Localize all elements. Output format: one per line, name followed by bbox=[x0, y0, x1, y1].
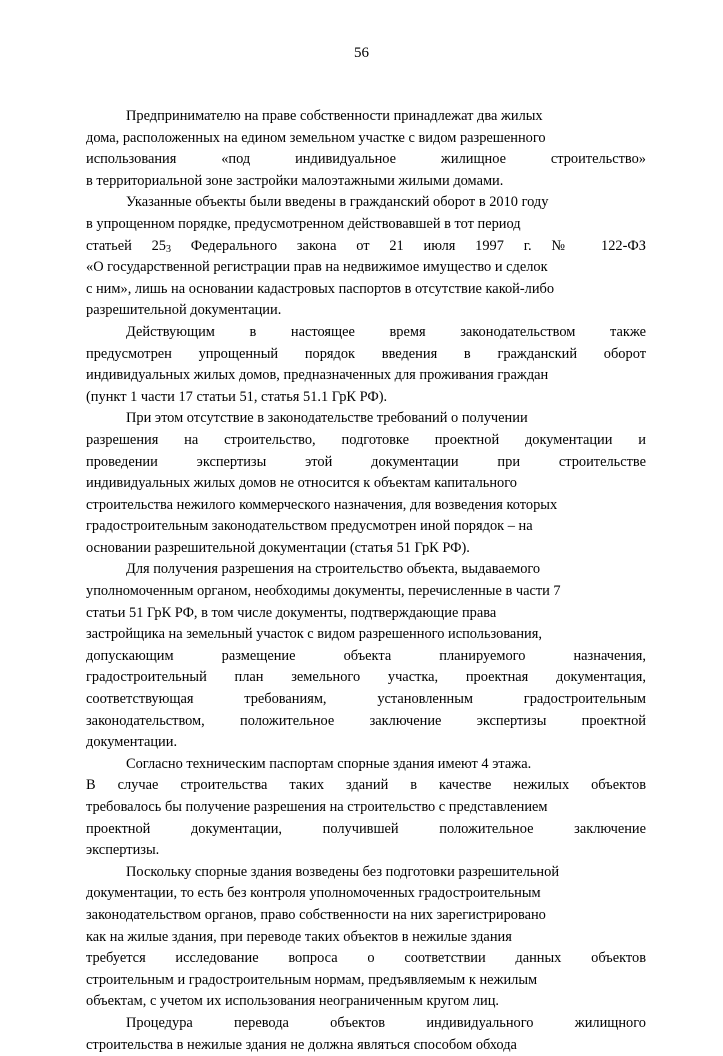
text-line: документации. bbox=[86, 734, 178, 751]
text-line: строительства нежилого коммерческого назначения, для возведения которых bbox=[86, 496, 558, 513]
text-line: разрешительной документации. bbox=[86, 302, 282, 319]
text-line: Указанные объекты были введены в гражданский оборот в 2010 году bbox=[126, 194, 549, 211]
paragraph bbox=[86, 862, 646, 1013]
text-line: Поскольку спорные здания возведены без подготовки разрешительной bbox=[126, 863, 560, 880]
text-line: как на жилые здания, при переводе таких объектов в нежилые здания bbox=[86, 928, 512, 945]
text-line: При этом отсутствие в законодательстве требований о получении bbox=[126, 410, 528, 427]
text-line: основании разрешительной документации (статья 51 ГрК РФ). bbox=[86, 539, 470, 556]
text-line: требовалось бы получение разрешения на строительство с представлением bbox=[86, 799, 548, 815]
text-line: требуется исследование вопроса о соответствии данных объектов bbox=[86, 950, 646, 967]
text-line: (пункт 1 части 17 статьи 51, статья 51.1 ГрК РФ). bbox=[86, 388, 388, 405]
text-line: статьи 51 ГрК РФ, в том числе документы, подтверждающие права bbox=[86, 604, 497, 621]
text-line: проведении экспертизы этой документации при строительстве bbox=[86, 453, 646, 470]
text-line: строительства в нежилые здания не должна являться способом обхода bbox=[86, 1036, 517, 1053]
text-line: «О государственной регистрации прав на недвижимое имущество и сделок bbox=[86, 259, 548, 276]
page-number: 56 bbox=[354, 45, 369, 61]
paragraph bbox=[86, 322, 646, 408]
text-line: объектам, с учетом их использования неограниченным кругом лиц. bbox=[86, 993, 500, 1010]
text-line: в территориальной зоне застройки малоэтажными жилыми домами. bbox=[86, 172, 504, 189]
text-line: использования «под индивидуальное жилищное строительство» bbox=[86, 151, 646, 168]
text-line: строительным и градостроительным нормам, предъявляемым к нежилым bbox=[86, 971, 538, 988]
text-line: В случае строительства таких зданий в качестве нежилых объектов bbox=[86, 777, 646, 794]
paragraph bbox=[86, 192, 646, 322]
text-line: застройщика на земельный участок с видом разрешенного использования, bbox=[86, 626, 542, 643]
text-line: с ним», лишь на основании кадастровых паспортов в отсутствие какой-либо bbox=[86, 280, 555, 297]
document-body bbox=[86, 106, 646, 1056]
text-line: законодательством органов, право собственности на них зарегистрировано bbox=[86, 906, 546, 923]
text-fragment: Федерального закона от 21 июля 1997 г. № 122-ФЗ bbox=[170, 237, 646, 254]
text-line: соответствующая требованиям, установленным градостроительным bbox=[86, 691, 646, 708]
text-line: законодательством, положительное заключение экспертизы проектной bbox=[86, 712, 646, 729]
text-line: Предпринимателю на праве собственности принадлежат два жилых bbox=[126, 108, 543, 124]
text-line: проектной документации, получившей положительное заключение bbox=[86, 820, 646, 837]
text-line: разрешения на строительство, подготовке проектной документации и bbox=[86, 431, 646, 448]
subscript: 3 bbox=[165, 243, 171, 255]
text-line: Для получения разрешения на строительство объекта, выдаваемого bbox=[126, 561, 541, 578]
paragraph bbox=[86, 408, 646, 559]
text-line bbox=[86, 236, 646, 258]
text-line: Согласно техническим паспортам спорные здания имеют 4 этажа. bbox=[126, 755, 532, 772]
paragraph bbox=[86, 106, 646, 192]
text-line: Действующим в настоящее время законодательством также bbox=[126, 323, 646, 340]
text-line: экспертизы. bbox=[86, 842, 160, 859]
text-line: индивидуальных жилых домов, предназначенных для проживания граждан bbox=[86, 367, 549, 384]
text-line: градостроительным законодательством предусмотрен иной порядок – на bbox=[86, 518, 533, 535]
text-line: в упрощенном порядке, предусмотренном действовавшей в тот период bbox=[86, 215, 521, 232]
text-line: градостроительный план земельного участка, проектная документация, bbox=[86, 669, 646, 686]
paragraph bbox=[86, 559, 646, 753]
paragraph bbox=[86, 754, 646, 862]
text-line: предусмотрен упрощенный порядок введения в гражданский оборот bbox=[86, 345, 646, 362]
text-line: допускающим размещение объекта планируемого назначения, bbox=[86, 647, 646, 664]
text-line: документации, то есть без контроля уполномоченных градостроительным bbox=[86, 885, 541, 902]
text-line: дома, расположенных на едином земельном участке с видом разрешенного bbox=[86, 129, 546, 146]
text-fragment: статьей 25 bbox=[86, 237, 166, 254]
text-line: индивидуальных жилых домов не относится к объектам капитального bbox=[86, 475, 517, 492]
text-line: уполномоченным органом, необходимы документы, перечисленные в части 7 bbox=[86, 583, 561, 600]
text-line: Процедура перевода объектов индивидуального жилищного bbox=[126, 1014, 646, 1031]
paragraph bbox=[86, 1013, 646, 1056]
